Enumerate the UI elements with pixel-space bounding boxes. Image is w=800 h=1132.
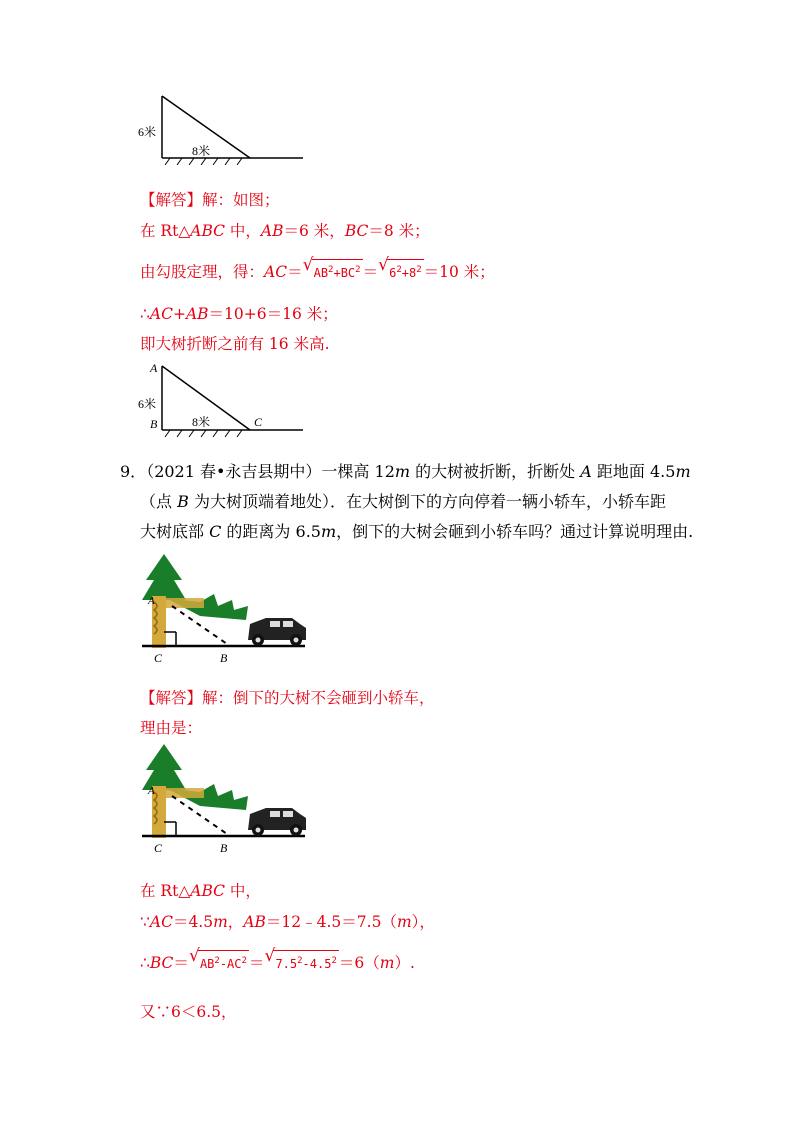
car-icon [248,618,306,646]
exponent: 2 [355,265,361,275]
term: AB [199,957,215,971]
term: 6 [389,266,397,280]
var: m [379,954,395,972]
answer1-intro [140,190,280,210]
var: m [213,913,228,931]
term: -4.5 [302,957,332,971]
term: AB [313,266,329,280]
point-a: A [148,785,155,797]
triangle-figure-2 [130,358,310,442]
text: ＝ [248,954,265,972]
text: 中， [224,222,261,240]
text: ∴ [140,954,150,972]
var: AC [264,263,288,281]
base-label: 8米 [192,144,211,158]
var: m [396,913,412,931]
answer2-line3 [140,946,415,974]
question-9-line1 [120,462,691,482]
text: 由勾股定理，得： [140,263,265,281]
var: m [320,522,337,541]
text: ）. [394,954,415,972]
side-label: 6米 [138,397,157,411]
point-b: B [150,417,158,431]
text: ＝ [173,954,189,972]
var: A [580,462,592,481]
text: ∵ [140,913,150,931]
text: 在 Rt△ [140,222,191,240]
text: （2021 春•永吉县期中）一棵高 12 [146,462,395,481]
var: AC [149,913,173,931]
question-number: 9． [120,462,147,481]
text: ＝10 米； [423,263,495,281]
text: ＝10+6＝16 米； [208,305,338,323]
text: ， [227,913,244,931]
var: ABC [190,222,225,240]
text: 在 Rt△ [140,882,191,900]
answer-tag: 【解答】 [140,689,203,707]
text: ＝8 米； [368,222,430,240]
answer1-line1 [140,221,430,241]
answer2-line2 [140,912,435,932]
point-c: C [154,841,163,855]
exponent: 2 [416,265,422,275]
point-a: A [148,595,155,607]
text: ∴ [140,305,150,323]
point-c: C [154,651,163,665]
tree-car-figure-2 [140,740,310,855]
sqrt-expression: √ $AB^2-AC^2$ [189,950,249,974]
answer-tag: 【解答】 [140,191,203,209]
question-9-line3 [140,522,693,542]
text: + [172,305,186,323]
tree-car-figure-1 [140,550,310,665]
base-label: 8米 [192,415,211,429]
text: ＝4.5 [172,913,214,931]
answer1-line3 [140,304,338,324]
answer1-line2 [140,255,495,283]
var: AB [243,913,266,931]
car-icon [248,808,306,836]
answer2-reason: 理由是： [140,719,203,737]
text: 距地面 4.5 [591,462,676,481]
var: C [209,522,222,541]
text: 中， [224,882,261,900]
answer2-line4: 又∵6＜6.5， [140,1003,237,1021]
var: m [675,462,691,481]
var: m [394,462,411,481]
answer-intro-text: 解：倒下的大树不会砸到小轿车， [202,689,435,707]
point-b: B [220,841,228,855]
question-9-line2 [140,492,666,512]
exponent: 2 [214,956,220,966]
term: +8 [401,266,417,280]
point-b: B [220,651,228,665]
term: 7.5 [275,957,298,971]
answer-intro-text: 解：如图； [202,191,280,209]
term: +BC [333,266,356,280]
sqrt-expression: √ $AB^2+BC^2$ [303,259,363,283]
exponent: 2 [241,956,247,966]
term: -AC [219,957,242,971]
side-label: 6米 [138,125,157,139]
var: BC [149,954,174,972]
point-c: C [254,415,263,429]
exponent: 2 [328,265,334,275]
text: ＝12﹣4.5＝7.5（ [265,913,397,931]
var: AB [260,222,284,240]
exponent: 2 [297,956,303,966]
text: ＝6（ [338,954,380,972]
var: B [177,492,189,511]
text: 的距离为 6.5 [221,522,321,541]
text: ）， [411,913,435,931]
text: ，倒下的大树会砸到小轿车吗？通过计算说明理由. [336,522,694,541]
var: BC [344,222,369,240]
exponent: 2 [396,265,402,275]
sqrt-expression: √ $7.5^2-4.5^2$ [264,950,338,974]
text: ＝ [362,263,379,281]
text: 大树底部 [140,522,210,541]
text: ＝6 米， [283,222,345,240]
sqrt-expression: √ $6^2+8^2$ [378,259,424,283]
answer2-line1 [140,881,261,901]
answer2-intro [140,688,435,708]
var: ABC [190,882,225,900]
text: 为大树顶端着地处）．在大树倒下的方向停着一辆小轿车，小轿车距 [188,492,666,511]
answer1-line4: 即大树折断之前有 16 米高. [140,335,330,353]
text: （点 [140,492,178,511]
point-a: A [150,361,158,375]
var: AC [149,305,173,323]
text: ＝ [287,263,303,281]
exponent: 2 [331,956,337,966]
text: 的大树被折断，折断处 [410,462,581,481]
var: AB [185,305,209,323]
triangle-figure-1 [130,90,310,165]
